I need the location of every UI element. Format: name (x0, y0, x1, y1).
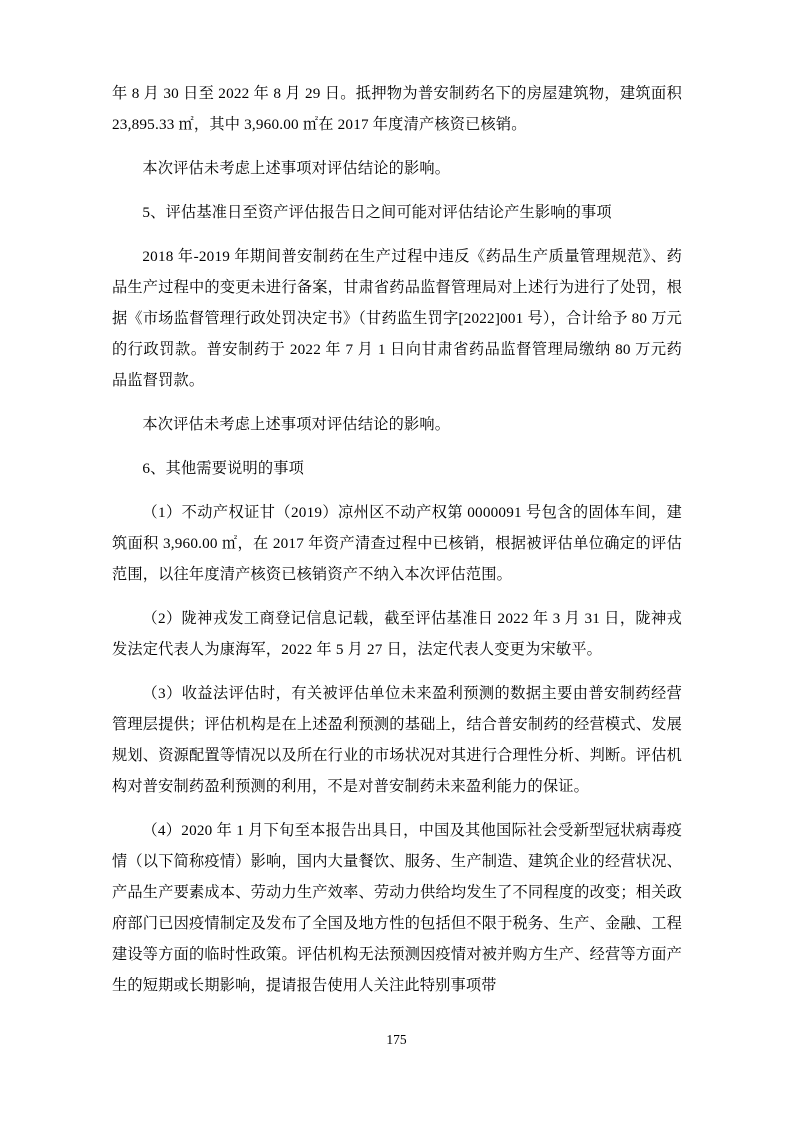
page-number: 175 (386, 1032, 407, 1047)
paragraph: （3）收益法评估时，有关被评估单位未来盈利预测的数据主要由普安制药经营管理层提供；评估机构是在上述盈利预测的基础上，结合普安制药的经营模式、发展规划、资源配置等情况以及所在行业的市场状况对其进行合理性分析、判断。评估机构对普安制药盈利预测的利用，不是对普安制药未来盈利能力的保证。 (112, 685, 682, 795)
paragraph: 本次评估未考虑上述事项对评估结论的影响。 (142, 160, 451, 177)
paragraph: （2）陇神戎发工商登记信息记载，截至评估基准日 2022 年 3 月 31 日，陇神戎发法定代表人为康海军，2022 年 5 月 27 日，法定代表人变更为宋敏平。 (112, 610, 682, 658)
paragraph: （1）不动产权证甘（2019）凉州区不动产权第 0000091 号包含的固体车间，建筑面积 3,960.00 ㎡，在 2017 年资产清查过程中已核销，根据被评估单位确定的评估范围，以往年度清产核资已核销资产不纳入本次评估范围。 (112, 504, 682, 583)
paragraph: 5、评估基准日至资产评估报告日之间可能对评估结论产生影响的事项 (142, 204, 612, 221)
paragraph: （4）2020 年 1 月下旬至本报告出具日，中国及其他国际社会受新型冠状病毒疫情（以下简称疫情）影响，国内大量餐饮、服务、生产制造、建筑企业的经营状况、产品生产要素成本、劳动力生产效率、劳动力供给均发生了不同程度的改变；相关政府部门已因疫情制定及发布了全国及地方性的包括但不限于税务、生产、金融、工程建设等方面的临时性政策。评估机构无法预测因疫情对被并购方生产、经营等方面产生的短期或长期影响，提请报告使用人关注此特别事项带 (112, 822, 682, 994)
paragraph: 年 8 月 30 日至 2022 年 8 月 29 日。抵押物为普安制药名下的房屋建筑物，建筑面积 23,895.33 ㎡，其中 3,960.00 ㎡在 2017 年度清产核资已核销。 (112, 85, 682, 133)
page-body (112, 78, 682, 1001)
paragraph: 6、其他需要说明的事项 (142, 460, 305, 477)
paragraph: 2018 年-2019 年期间普安制药在生产过程中违反《药品生产质量管理规范》、药品生产过程中的变更未进行备案，甘肃省药品监督管理局对上述行为进行了处罚，根据《市场监督管理行政处罚决定书》（甘药监生罚字[2022]001 号），合计给予 80 万元的行政罚款。普安制药于 2022 年 7 月 1 日向甘肃省药品监督管理局缴纳 80 万元药品监督罚款。 (112, 248, 682, 389)
paragraph: 本次评估未考虑上述事项对评估结论的影响。 (142, 416, 451, 433)
